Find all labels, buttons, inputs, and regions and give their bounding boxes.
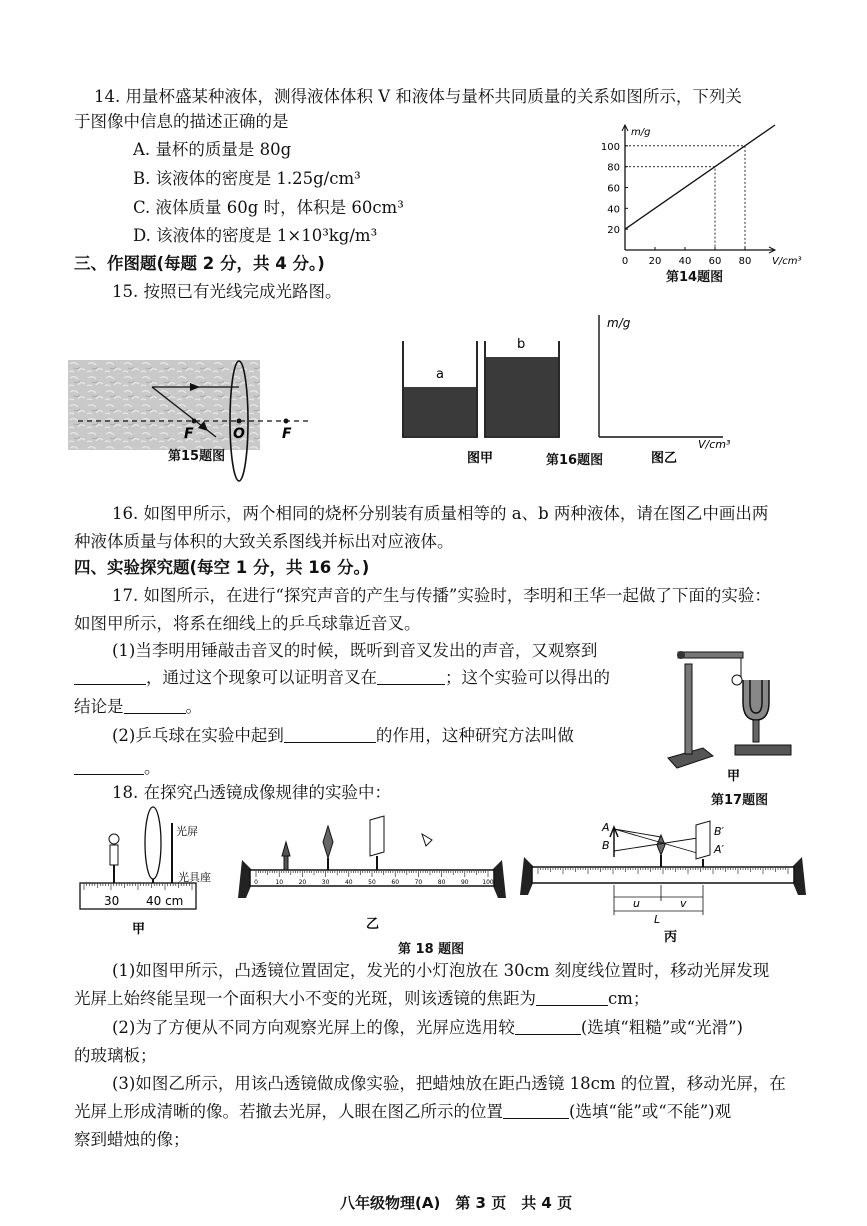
x-tick-label: 60 — [708, 256, 722, 267]
q18-label-yi: 乙 — [366, 917, 380, 932]
q18-blank-1[interactable] — [536, 989, 608, 1006]
beaker-b-liquid — [486, 357, 558, 436]
q15-label-f-left: F — [184, 426, 194, 442]
jia-bench-label: 光具座 — [178, 871, 211, 884]
stand-arm — [678, 652, 743, 658]
q18-part1-line2 — [74, 988, 649, 1010]
x-tick-label: 80 — [738, 256, 752, 267]
ruler-tick-label: 70 — [414, 879, 423, 886]
q16-stem-line1: 16. 如图甲所示，两个相同的烧杯分别装有质量相等的 a、b 两种液体，请在图乙中画出两 — [112, 504, 769, 523]
q14-chart — [598, 110, 802, 285]
q18-part1-text-c: cm； — [608, 989, 650, 1008]
y-tick-label: 40 — [607, 204, 620, 216]
ruler-tick-label: 40 — [344, 879, 353, 886]
ruler-tick-label: 60 — [391, 879, 400, 886]
q18-blank-2[interactable] — [515, 1018, 581, 1035]
q15-stem: 15. 按照已有光线完成光路图。 — [112, 282, 342, 301]
q15-caption: 第15题图 — [168, 449, 226, 464]
jia-lens — [145, 807, 161, 879]
q18-blank-3[interactable] — [503, 1102, 569, 1119]
q17-caption: 第17题图 — [711, 793, 769, 808]
x-tick-label: 40 — [678, 256, 692, 267]
q16-stem-line2: 种液体质量与体积的大致关系图线并标出对应液体。 — [74, 532, 454, 551]
jia-bulb — [109, 834, 119, 844]
q14-option-d: D. 该液体的密度是 1×10³kg/m³ — [133, 226, 378, 245]
tuning-fork — [743, 680, 769, 720]
q17-part2-text-c: 。 — [144, 758, 161, 777]
q17-blank-3[interactable] — [124, 697, 186, 714]
x-tick-label: 0 — [621, 256, 629, 267]
beaker-a-liquid — [404, 387, 476, 436]
q14-option-c: C. 液体质量 60g 时，体积是 60cm³ — [133, 198, 404, 217]
q17-part1-line1: (1)当李明用锤敲击音叉的时候，既听到音叉发出的声音，又观察到 — [112, 641, 598, 660]
q17-label-jia: 甲 — [727, 769, 741, 784]
q17-figure — [663, 640, 803, 785]
x-axis-label: V/cm³ — [772, 256, 802, 267]
q16-caption: 第16题图 — [546, 453, 604, 468]
q18-label-jia: 甲 — [132, 922, 146, 937]
q17-blank-1[interactable] — [74, 668, 146, 685]
q18-stem: 18. 在探究凸透镜成像规律的实验中： — [112, 783, 391, 802]
x-tick-label: 20 — [648, 256, 662, 267]
q16-label-jia: 图甲 — [467, 451, 494, 466]
bing-label-a: A — [602, 821, 610, 834]
q14-stem-line2: 于图像中信息的描述正确的是 — [74, 112, 289, 131]
beaker-a-label: a — [436, 367, 444, 382]
q14-caption: 第14题图 — [666, 270, 724, 285]
q17-part1-text-b: ，通过这个现象可以证明音叉在 — [146, 668, 377, 687]
q17-blank-4[interactable] — [284, 726, 376, 743]
bing-label-v: v — [680, 897, 687, 910]
q18-part3-line3: 察到蜡烛的像； — [74, 1130, 190, 1149]
q17-part2-text-b: 的作用，这种研究方法叫做 — [375, 726, 574, 745]
yi-screen — [370, 816, 384, 856]
q18-caption: 第 18 题图 — [398, 942, 465, 957]
y-tick-label: 20 — [607, 225, 620, 237]
q17-part2-text-a: (2)乒乓球在实验中起到 — [112, 726, 284, 745]
ruler-tick-label: 0 — [254, 879, 258, 886]
q14-option-b: B. 该液体的密度是 1.25g/cm³ — [133, 169, 361, 188]
q17-part1-line3 — [74, 696, 202, 718]
q15-focus-right-dot — [284, 419, 289, 424]
q17-blank-5[interactable] — [74, 758, 144, 775]
q18-part1-line1: (1)如图甲所示，凸透镜位置固定，发光的小灯泡放在 30cm 刻度线位置时，移动光屏发现 — [112, 961, 770, 980]
q15-textured-background — [68, 360, 260, 450]
q18-label-bing: 丙 — [664, 930, 678, 945]
stand-clamp — [677, 651, 685, 659]
bing-label-a-prime: A′ — [714, 843, 725, 856]
bing-label-b: B — [602, 839, 610, 852]
yi-lens — [323, 826, 333, 858]
q18-part3-text-c: (选填“能”或“不能”)观 — [569, 1102, 732, 1121]
bing-label-u: u — [633, 897, 640, 910]
bing-label-l: L — [654, 913, 661, 926]
q18-part1-text-b: 光屏上始终能呈现一个面积大小不变的光斑，则该透镜的焦距为 — [74, 989, 536, 1008]
guide-dotted-line — [625, 167, 715, 250]
q14-option-a: A. 量杯的质量是 80g — [133, 140, 292, 159]
y-tick-label: 80 — [607, 162, 620, 174]
series-line — [625, 125, 775, 229]
q18-part3-line2 — [74, 1101, 731, 1123]
ping-pong-ball — [732, 675, 742, 685]
q16-y-axis-label: m/g — [607, 316, 631, 330]
q16-x-axis-label: V/cm³ — [698, 438, 731, 451]
jia-scale-40: 40 cm — [146, 894, 184, 908]
jia-screen-label: 光屏 — [176, 825, 198, 838]
q17-part1-text-c: ；这个实验可以得出的 — [445, 668, 610, 687]
q18-part2-text-a: (2)为了方便从不同方向观察光屏上的像，光屏应选用较 — [112, 1018, 515, 1037]
section-3-heading: 三、作图题(每题 2 分，共 4 分。) — [74, 254, 325, 273]
q17-stem-line2: 如图甲所示，将系在细线上的乒乓球靠近音叉。 — [74, 614, 421, 633]
ruler-tick-label: 90 — [460, 879, 469, 886]
q16-label-yi: 图乙 — [651, 451, 678, 466]
q14-stem-line1: 14. 用量杯盛某种液体，测得液体体积 V 和液体与量杯共同质量的关系如图所示，下列关 — [94, 87, 742, 106]
q17-part1-line2 — [74, 667, 610, 689]
yi-eye — [422, 834, 432, 846]
tuning-fork-stem — [753, 720, 759, 742]
yi-candle — [282, 842, 290, 870]
q17-part2-line2 — [74, 757, 161, 779]
stand-pole — [685, 664, 692, 754]
page-footer: 八年级物理(A) 第 3 页 共 4 页 — [340, 1194, 573, 1212]
q18-part3-text-b: 光屏上形成清晰的像。若撤去光屏，人眼在图乙所示的位置 — [74, 1102, 503, 1121]
q17-part1-text-d: 结论是 — [74, 697, 124, 716]
q17-part1-text-e: 。 — [185, 697, 202, 716]
q15-focus-left-dot — [192, 419, 197, 424]
q17-stem-line1: 17. 如图所示，在进行“探究声音的产生与传播”实验时，李明和王华一起做了下面的实验： — [112, 586, 771, 605]
y-axis-label: m/g — [631, 127, 651, 138]
beaker-b-label: b — [517, 337, 526, 352]
bing-screen — [696, 821, 710, 859]
jia-bulb-holder — [110, 845, 118, 865]
q15-figure — [68, 305, 318, 450]
q18-figure-jia — [74, 805, 234, 935]
bing-object-arrow — [610, 827, 618, 857]
q17-blank-2[interactable] — [377, 668, 445, 685]
q15-label-o: O — [233, 426, 245, 442]
q18-part3-line1: (3)如图乙所示，用该凸透镜做成像实验，把蜡烛放在距凸透镜 18cm 的位置，移动光屏，在 — [112, 1074, 786, 1093]
q17-part2-line1 — [112, 725, 574, 747]
q18-figure-yi — [236, 812, 511, 932]
y-tick-label: 100 — [600, 141, 620, 153]
q15-optical-center-dot — [237, 419, 242, 424]
ruler-tick-label: 10 — [275, 879, 284, 886]
y-tick-label: 60 — [607, 183, 620, 195]
ruler-tick-label: 80 — [437, 879, 446, 886]
q15-label-f-right: F — [282, 426, 292, 442]
q18-figure-bing — [518, 815, 808, 945]
ruler-tick-label: 20 — [298, 879, 307, 886]
section-4-heading: 四、实验探究题(每空 1 分，共 16 分。) — [74, 558, 370, 577]
ruler-tick-label: 100 — [482, 879, 494, 886]
bing-lens — [657, 835, 665, 855]
q18-part2-text-b: (选填“粗糙”或“光滑”) — [580, 1018, 743, 1037]
bing-label-b-prime: B′ — [714, 825, 725, 838]
tuning-fork-base — [735, 745, 791, 755]
ruler-tick-label: 50 — [368, 879, 376, 886]
ruler-tick-label: 30 — [321, 879, 330, 886]
q18-part2-line2: 的玻璃板； — [74, 1046, 157, 1065]
guide-dotted-line — [625, 146, 745, 250]
q18-part2-line1 — [112, 1017, 743, 1039]
jia-scale-30: 30 — [104, 894, 120, 908]
